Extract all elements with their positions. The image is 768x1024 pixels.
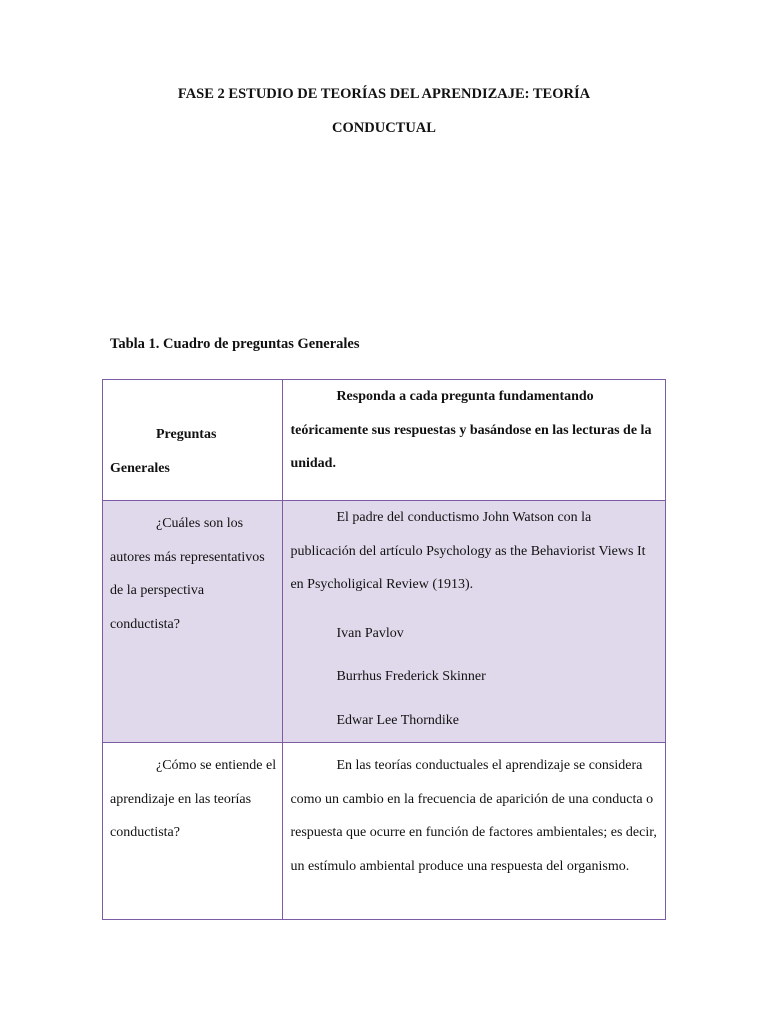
table-row [103,501,666,743]
question-cell [103,501,283,743]
list-item: Edwar Lee Thorndike [336,712,460,728]
answer-text: El padre del conductismo John Watson con la publicación del artículo Psychology as the Behaviorist Views It en Psycholigical Review (1913). [290,510,646,592]
question-cell [103,743,283,920]
question-text: ¿Cuáles son los autores más representativos de la perspectiva conductista? [110,516,265,632]
authors-list [283,612,665,743]
header-cell-questions [103,380,283,501]
table-header-row [103,380,666,501]
document-title-line-1: FASE 2 ESTUDIO DE TEORÍAS DEL APRENDIZAJE: TEORÍA [177,86,591,102]
questions-table [102,379,666,920]
table-caption: Tabla 1. Cuadro de preguntas Generales [110,336,360,352]
header-cell-answers [283,380,666,501]
answer-cell [283,501,666,743]
table-row [103,743,666,920]
list-item: Burrhus Frederick Skinner [336,669,486,684]
question-text: ¿Cómo se entiende el aprendizaje en las teorías conductista? [110,758,277,840]
document-title-line-2: CONDUCTUAL [332,120,436,136]
header-answers-label: Responda a cada pregunta fundamentando teóricamente sus respuestas y basándose en las lecturas de la unidad. [290,389,652,471]
header-questions-label: Preguntas Generales [110,427,217,476]
answer-cell [283,743,666,920]
list-item: Ivan Pavlov [336,625,404,641]
answer-text: En las teorías conductuales el aprendizaje se considera como un cambio en la frecuencia de aparición de una conducta o respuesta que ocurre en función de factores ambientales; es decir, un estímulo ambiental produce una respuesta del organismo. [290,758,657,874]
